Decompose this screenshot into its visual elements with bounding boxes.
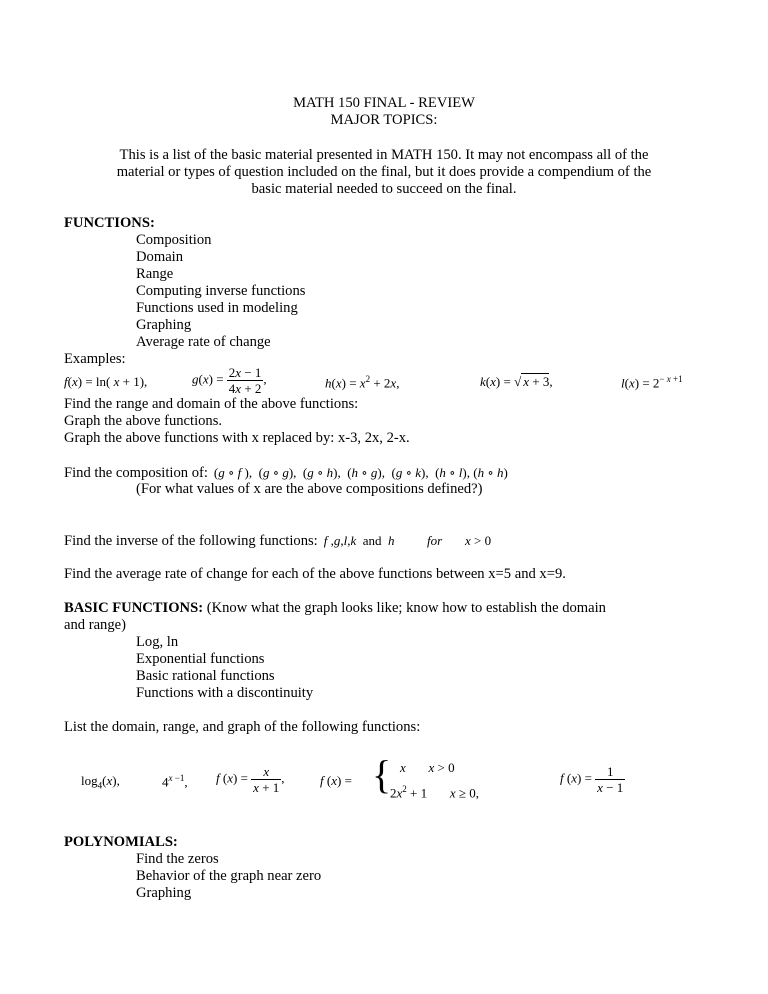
example-g-equation: g(x) = $\frac{2x - 1}{4x + 2}$ , bbox=[192, 365, 267, 396]
intro-line-1: This is a list of the basic material presented in MATH 150. It may not encompass all of the bbox=[119, 147, 649, 163]
basic-functions-heading: BASIC FUNCTIONS: bbox=[64, 600, 204, 616]
rational-equation: f (x) = $\frac{x}{x + 1}$ , bbox=[216, 764, 285, 795]
question-graph: Graph the above functions. bbox=[64, 413, 223, 429]
example-h-equation: $h(x) = x^2 + 2x$, bbox=[325, 374, 400, 391]
basic-functions-topic: Exponential functions bbox=[136, 651, 265, 667]
piecewise-brace: { bbox=[372, 752, 392, 797]
inverse-equation: f ,g,l,k and h for x > 0 bbox=[323, 533, 492, 548]
question-avg-rate: Find the average rate of change for each of the above functions between x=5 and x=9. bbox=[64, 566, 566, 582]
reciprocal-equation: f (x) = $\frac{1}{x - 1}$ bbox=[560, 764, 624, 795]
page-title: MATH 150 FINAL - REVIEW bbox=[293, 95, 475, 111]
question-inverse-label: Find the inverse of the following functions: bbox=[64, 533, 318, 549]
functions-topic: Functions used in modeling bbox=[136, 300, 298, 316]
functions-topic: Average rate of change bbox=[136, 334, 271, 350]
piecewise-case-1: x x > 0 bbox=[400, 760, 455, 775]
functions-topic: Range bbox=[136, 266, 174, 282]
functions-topic: Composition bbox=[136, 232, 212, 248]
polynomials-topic: Find the zeros bbox=[136, 851, 219, 867]
example-f-equation: f(x) = ln( x + 1), bbox=[64, 374, 148, 389]
functions-topic: Computing inverse functions bbox=[136, 283, 306, 299]
basic-functions-topic: Basic rational functions bbox=[136, 668, 275, 684]
question-graph-replaced: Graph the above functions with x replaced by: x-3, 2x, 2-x. bbox=[64, 430, 410, 446]
functions-topic: Graphing bbox=[136, 317, 192, 333]
basic-functions-note-2: and range) bbox=[64, 617, 126, 633]
examples-label: Examples: bbox=[64, 351, 126, 367]
functions-heading: FUNCTIONS: bbox=[64, 215, 155, 231]
basic-functions-topic: Log, ln bbox=[136, 634, 179, 650]
basic-functions-heading-line bbox=[64, 600, 606, 617]
question-composition-note: (For what values of x are the above compositions defined?) bbox=[136, 481, 483, 497]
basic-functions-note: (Know what the graph looks like; know how to establish the domain bbox=[203, 600, 606, 616]
polynomials-topic: Graphing bbox=[136, 885, 192, 901]
piecewise-equation-lhs: f (x) = bbox=[320, 773, 352, 788]
intro-line-2: material or types of question included on the final, but it does provide a compendium of the bbox=[116, 164, 652, 180]
composition-equation: (g ∘ f ), (g ∘ g), (g ∘ h), (h ∘ g), (g ∘ k), (h ∘ l), (h ∘ h) bbox=[213, 465, 508, 480]
piecewise-case-2: $2x^2 + 1$ x ≥ 0, bbox=[390, 784, 480, 801]
functions-topic: Domain bbox=[136, 249, 184, 265]
intro-line-3: basic material needed to succeed on the final. bbox=[251, 181, 517, 197]
basic-functions-topic: Functions with a discontinuity bbox=[136, 685, 314, 701]
log4-equation: $\log_4(x)$, bbox=[81, 773, 120, 791]
exponential-equation: $4^{x -1}$, bbox=[162, 773, 188, 790]
question-inverse bbox=[64, 532, 491, 550]
example-l-equation: $l(x) = 2^{- x +1}$ bbox=[621, 374, 683, 391]
polynomials-topic: Behavior of the graph near zero bbox=[136, 868, 322, 884]
question-range-domain: Find the range and domain of the above functions: bbox=[64, 396, 359, 412]
page-subtitle: MAJOR TOPICS: bbox=[330, 112, 438, 128]
example-k-equation: k(x) = √ x + 3, bbox=[480, 374, 553, 389]
question-composition-label: Find the composition of: bbox=[64, 465, 208, 481]
question-list-domain-range: List the domain, range, and graph of the following functions: bbox=[64, 719, 421, 735]
question-composition bbox=[64, 464, 508, 482]
polynomials-heading: POLYNOMIALS: bbox=[64, 834, 178, 850]
